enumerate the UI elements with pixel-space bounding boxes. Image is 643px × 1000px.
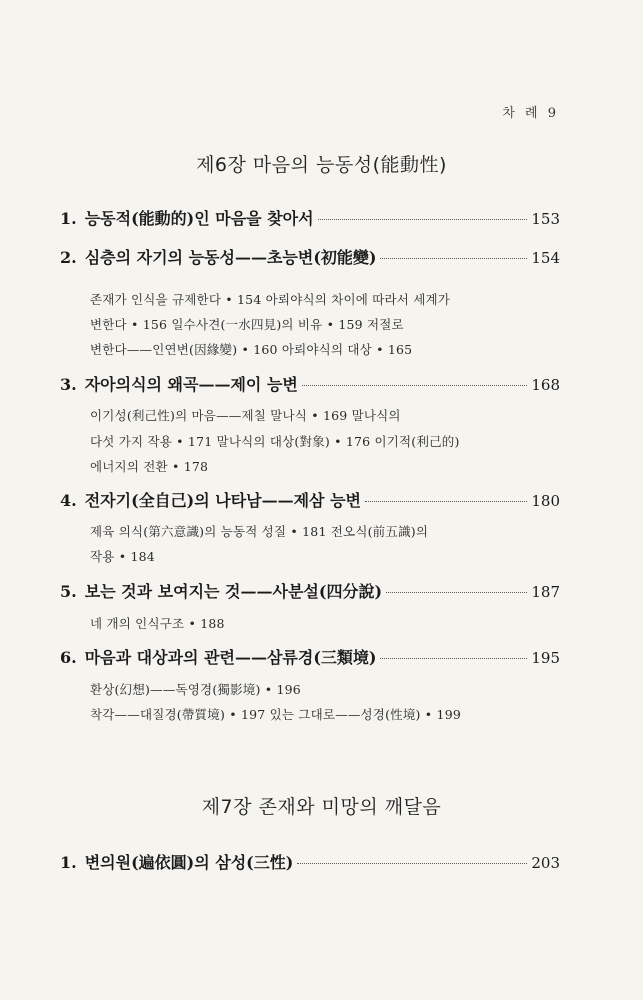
entry-page: 203	[531, 854, 560, 872]
entry-number: 3.	[60, 375, 77, 394]
sub-entry-line: 작용 • 184	[90, 549, 155, 564]
sub-entry-line: 변한다——인연변(因緣變) • 160 아뢰야식의 대상 • 165	[90, 342, 413, 357]
entry-page: 153	[531, 210, 560, 228]
sub-entry-line: 존재가 인식을 규제한다 • 154 아뢰야식의 차이에 따라서 세계가	[90, 292, 451, 307]
entry-page: 180	[531, 492, 560, 510]
entry-title: 능동적(能動的)인 마음을 찾아서	[84, 209, 314, 228]
sub-entry-line: 제육 의식(第六意識)의 능동적 성질 • 181 전오식(前五識)의	[90, 524, 429, 539]
dot-leader	[380, 258, 527, 259]
entry-number: 6.	[60, 648, 77, 667]
dot-leader	[380, 658, 527, 659]
sub-entry-line: 이기성(利己性)의 마음——제칠 말나식 • 169 말나식의	[90, 408, 401, 423]
toc-entry[interactable]	[60, 372, 560, 395]
dot-leader	[365, 501, 527, 502]
toc-entry[interactable]	[60, 579, 560, 602]
running-head: 차 례 9	[502, 106, 559, 121]
entry-page: 168	[531, 376, 560, 394]
sub-entry-line: 변한다 • 156 일수사견(一水四見)의 비유 • 159 저절로	[90, 317, 404, 332]
entry-title: 보는 것과 보여지는 것——사분설(四分說)	[84, 582, 383, 601]
chapter-6-title: 제6장 마음의 능동성(能動性)	[196, 154, 447, 176]
entry-number: 1.	[60, 853, 77, 872]
toc-entry[interactable]	[60, 245, 560, 268]
dot-leader	[302, 385, 527, 386]
entry-title: 자아의식의 왜곡——제이 능변	[84, 375, 298, 394]
sub-entry-line: 다섯 가지 작용 • 171 말나식의 대상(對象) • 176 이기적(利己的)	[90, 434, 460, 449]
entry-title: 마음과 대상과의 관련——삼류경(三類境)	[84, 648, 377, 667]
entry-number: 1.	[60, 209, 77, 228]
entry-title: 변의원(遍依圓)의 삼성(三性)	[84, 853, 294, 872]
toc-entry[interactable]	[60, 850, 560, 873]
entry-number: 2.	[60, 248, 77, 267]
entry-page: 187	[531, 583, 560, 601]
toc-entry[interactable]	[60, 645, 560, 668]
dot-leader	[386, 592, 527, 593]
entry-title: 전자기(全自己)의 나타남——제삼 능변	[84, 491, 362, 510]
entry-page: 154	[531, 249, 560, 267]
sub-entry-line: 환상(幻想)——독영경(獨影境) • 196	[90, 682, 301, 697]
sub-entry-line: 에너지의 전환 • 178	[90, 459, 209, 474]
entry-number: 5.	[60, 582, 77, 601]
toc-entry[interactable]	[60, 488, 560, 511]
entry-page: 195	[531, 649, 560, 667]
dot-leader	[318, 219, 528, 220]
sub-entry-line: 네 개의 인식구조 • 188	[90, 616, 225, 631]
entry-title: 심층의 자기의 능동성——초능변(初能變)	[84, 248, 377, 267]
sub-entry-line: 착각——대질경(帶質境) • 197 있는 그대로——성경(性境) • 199	[90, 707, 462, 722]
entry-number: 4.	[60, 491, 77, 510]
toc-entry[interactable]	[60, 206, 560, 229]
dot-leader	[297, 863, 527, 864]
chapter-7-title: 제7장 존재와 미망의 깨달음	[201, 796, 442, 818]
